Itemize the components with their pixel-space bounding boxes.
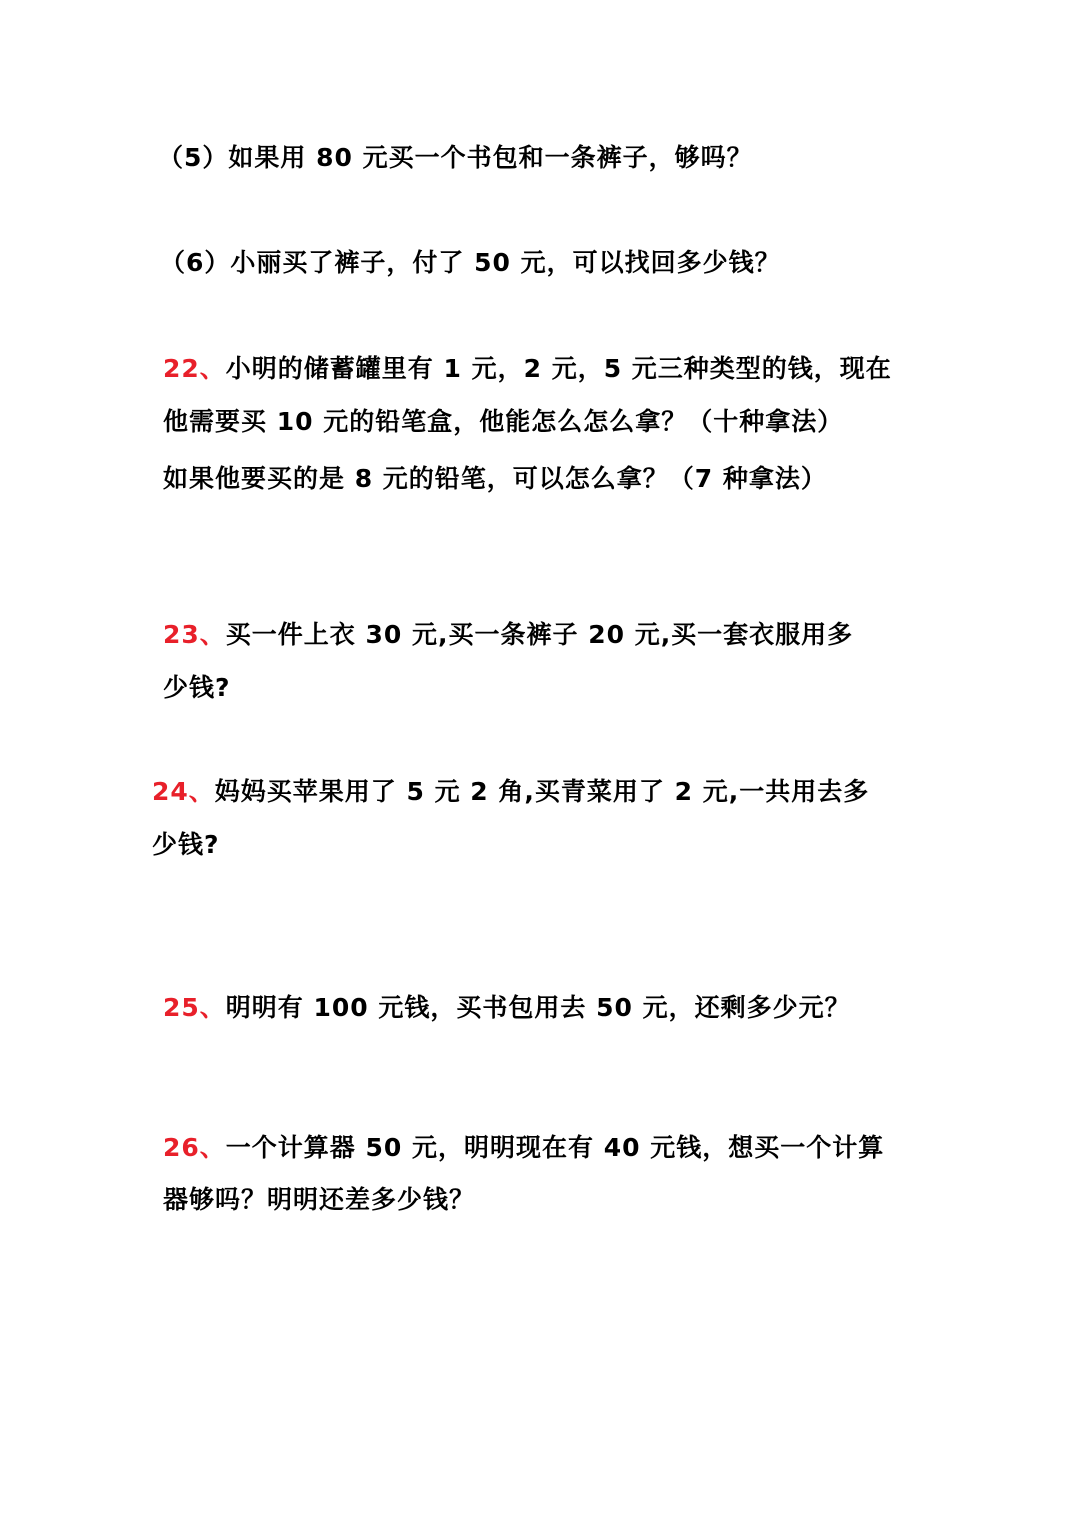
question-26-line-1 xyxy=(163,1131,884,1165)
question-25-text-1: 明明有 100 元钱，买书包用去 50 元，还剩多少元？ xyxy=(225,993,851,1022)
question-22-text-1: 小明的储蓄罐里有 1 元，2 元，5 元三种类型的钱，现在 xyxy=(225,354,892,383)
question-22-line-1 xyxy=(163,352,892,386)
question-22-line-2: 他需要买 10 元的铅笔盒，他能怎么怎么拿？（十种拿法） xyxy=(163,407,844,436)
question-number-23: 23、 xyxy=(163,620,226,649)
question-number-22: 22、 xyxy=(163,354,226,383)
question-24-line-2: 少钱? xyxy=(152,830,220,859)
question-23-text-1: 买一件上衣 30 元,买一条裤子 20 元,买一套衣服用多 xyxy=(225,620,854,649)
question-23-line-2: 少钱? xyxy=(163,673,231,702)
question-26-line-2: 器够吗？明明还差多少钱？ xyxy=(163,1185,476,1214)
question-24-line-1 xyxy=(152,775,869,809)
question-number-26: 26、 xyxy=(163,1133,226,1162)
question-23-line-1 xyxy=(163,618,853,652)
question-25-line-1 xyxy=(163,991,851,1025)
question-24-text-1: 妈妈买苹果用了 5 元 2 角,买青菜用了 2 元,一共用去多 xyxy=(214,777,870,806)
question-22-line-3: 如果他要买的是 8 元的铅笔，可以怎么拿？（7 种拿法） xyxy=(163,464,827,493)
question-number-24: 24、 xyxy=(152,777,215,806)
question-6-sub-line-1: （6）小丽买了裤子，付了 50 元，可以找回多少钱？ xyxy=(160,248,781,277)
question-5-sub-line-1: （5）如果用 80 元买一个书包和一条裤子，够吗？ xyxy=(158,143,753,172)
question-26-text-1: 一个计算器 50 元，明明现在有 40 元钱，想买一个计算 xyxy=(225,1133,885,1162)
question-number-25: 25、 xyxy=(163,993,226,1022)
